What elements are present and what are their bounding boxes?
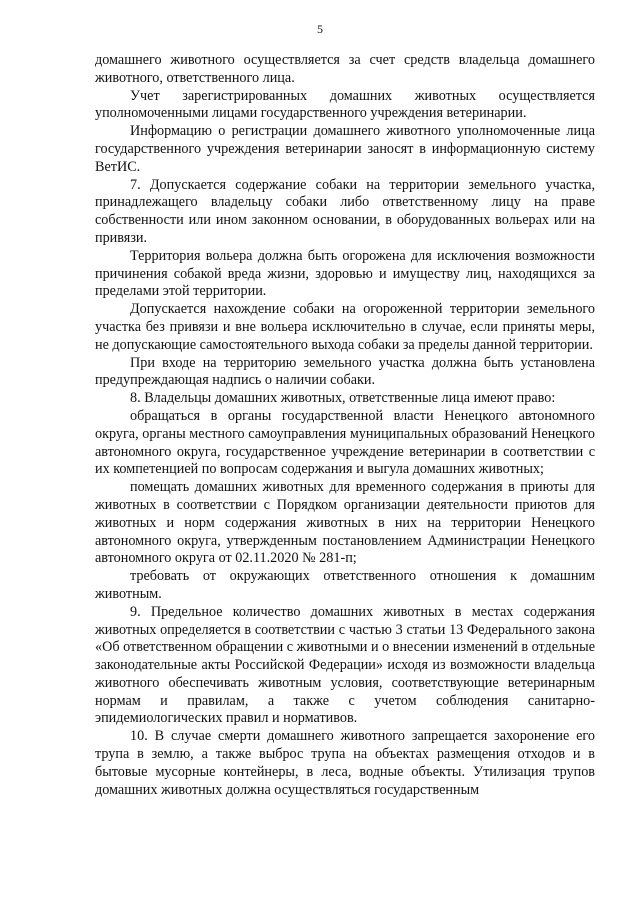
page-number: 5 — [317, 22, 323, 36]
paragraph-clause-8: 8. Владельцы домашних животных, ответственные лица имеют право: — [130, 390, 556, 407]
paragraph-clause-9: 9. Предельное количество домашних животных в местах содержания животных определяется в соответствии с частью 3 статьи 13 Федерального закона «Об ответственном обращении с животными и о внесении изменений в отдельные законодательные акты Российской Федерации» исходя из возможности владельца животного обеспечивать животным условия, соответствующие ветеринарным нормам и правилам, а также с учетом соблюдения санитарно-эпидемиологических правил и нормативов. — [95, 603, 595, 727]
paragraph-clause-7: 7. Допускается содержание собаки на территории земельного участка, принадлежащего владельцу собаки либо ответственному лицу на праве собственности или ином законном основании, в оборудованных вольерах или на привязи. — [95, 176, 595, 246]
paragraph-clause-10: 10. В случае смерти домашнего животного запрещается захоронение его трупа в землю, а также выброс трупа на объектах размещения отходов и в бытовые мусорные контейнеры, в леса, водные объекты. Утилизация трупов домашних животных должна осуществляться государственным — [95, 728, 595, 798]
paragraph-unleashed-dog: Допускается нахождение собаки на огороженной территории земельного участка без привязи и вне вольера исключительно в случае, если приняты меры, не допускающие самостоятельного выхода собаки за пределы данной территории. — [95, 301, 595, 353]
paragraph-enclosure-fencing: Территория вольера должна быть огорожена для исключения возможности причинения собакой вреда жизни, здоровью и имуществу лиц, находящихся за пределами этой территории. — [95, 247, 595, 300]
paragraph-registration-accounting: Учет зарегистрированных домашних животных осуществляется уполномоченными лицами государственного учреждения ветеринарии. — [95, 87, 595, 122]
paragraph-right-demand: требовать от окружающих ответственного отношения к домашним животным. — [95, 568, 595, 602]
paragraph-continuation: домашнего животного осуществляется за счет средств владельца домашнего животного, ответственного лица. — [95, 52, 595, 86]
paragraph-vetis-info: Информацию о регистрации домашнего животного уполномоченные лица государственного учреждения ветеринарии заносят в информационную систему ВетИС. — [95, 123, 595, 175]
document-body — [95, 52, 595, 799]
paragraph-right-shelter: помещать домашних животных для временного содержания в приюты для животных в соответствии с Порядком организации деятельности приютов для животных и норм содержания животных в них на территории Ненецкого автономного округа, утвержденным постановлением Администрации Ненецкого автономного округа от 02.11.2020 № 281-п; — [95, 479, 595, 567]
paragraph-right-appeal: обращаться в органы государственной власти Ненецкого автономного округа, органы местного самоуправления муниципальных образований Ненецкого автономного округа, государственное учреждение ветеринарии в соответствии с их компетенцией по вопросам содержания и выгула домашних животных; — [95, 407, 595, 478]
paragraph-warning-sign: При входе на территорию земельного участка должна быть установлена предупреждающая надпись о наличии собаки. — [95, 354, 595, 389]
